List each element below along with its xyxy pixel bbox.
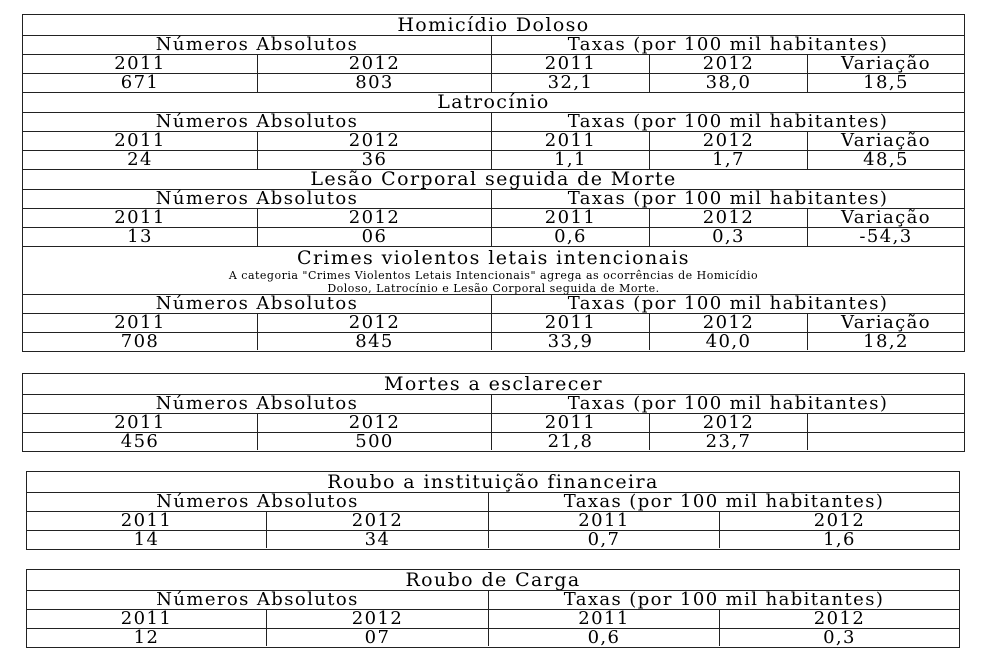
mortes-values-row bbox=[23, 432, 964, 450]
year-2011-header: 2011 bbox=[491, 55, 649, 73]
mortes-title: Mortes a esclarecer bbox=[384, 372, 603, 395]
cvli-year-header-row bbox=[23, 313, 964, 332]
roubo-fin-title: Roubo a instituição financeira bbox=[327, 470, 659, 493]
homicidio-title-row bbox=[23, 15, 964, 35]
homicidio-abs-2011: 671 bbox=[120, 72, 160, 93]
empty-cell bbox=[807, 433, 964, 450]
mortes-table bbox=[22, 373, 965, 452]
empty-cell bbox=[807, 414, 964, 432]
variacao-header: Variação bbox=[807, 132, 964, 150]
roubo-carga-title: Roubo de Carga bbox=[405, 568, 581, 591]
cvli-note-line2: Doloso, Latrocínio e Lesão Corporal seguida de Morte. bbox=[327, 282, 660, 295]
year-2012-header: 2012 bbox=[266, 610, 488, 628]
homicidio-title: Homicídio Doloso bbox=[397, 13, 590, 36]
taxas-header: Taxas (por 100 mil habitantes) bbox=[491, 36, 964, 54]
lesao-tx-2012: 0,3 bbox=[649, 228, 807, 246]
roubo-carga-year-header-row bbox=[27, 609, 959, 628]
roubo-fin-tx-2011: 0,7 bbox=[488, 531, 719, 548]
lesao-values-row bbox=[23, 227, 964, 246]
mortes-year-header-row bbox=[23, 413, 964, 432]
latrocinio-title-row bbox=[23, 92, 964, 112]
roubo-carga-abs-2011: 12 bbox=[133, 626, 160, 648]
latrocinio-values-row bbox=[23, 150, 964, 169]
cvli-group-header-row bbox=[23, 294, 964, 313]
taxas-header: Taxas (por 100 mil habitantes) bbox=[488, 591, 959, 609]
year-2011-header: 2011 bbox=[120, 510, 173, 531]
latrocinio-group-header-row bbox=[23, 112, 964, 131]
year-2012-header: 2012 bbox=[266, 512, 488, 530]
year-2011-header: 2011 bbox=[488, 512, 719, 530]
roubo-fin-year-header-row bbox=[27, 511, 959, 530]
roubo-fin-abs-2011: 14 bbox=[133, 528, 160, 550]
abs-header: Números Absolutos bbox=[155, 188, 359, 209]
abs-header: Números Absolutos bbox=[155, 111, 359, 132]
mortes-tx-2012: 23,7 bbox=[649, 433, 807, 450]
year-2011-header: 2011 bbox=[114, 207, 166, 228]
roubo-fin-title-row bbox=[27, 472, 959, 492]
taxas-header: Taxas (por 100 mil habitantes) bbox=[491, 295, 964, 313]
year-2012-header: 2012 bbox=[257, 314, 491, 332]
cvli-title: Crimes violentos letais intencionais bbox=[297, 246, 690, 269]
homicidio-tx-2012: 38,0 bbox=[649, 74, 807, 92]
abs-header: Números Absolutos bbox=[155, 34, 359, 55]
homicidio-abs-2012: 803 bbox=[257, 74, 491, 92]
mortes-abs-2011: 456 bbox=[120, 430, 160, 452]
latrocinio-variacao: 48,5 bbox=[807, 151, 964, 169]
year-2011-header: 2011 bbox=[491, 209, 649, 227]
lesao-group-header-row bbox=[23, 189, 964, 208]
roubo-fin-group-header-row bbox=[27, 492, 959, 511]
cvli-values-row bbox=[23, 332, 964, 350]
lesao-title: Lesão Corporal seguida de Morte bbox=[310, 168, 677, 190]
roubo-carga-tx-2011: 0,6 bbox=[488, 629, 719, 646]
year-2012-header: 2012 bbox=[257, 209, 491, 227]
cvli-title-row bbox=[23, 246, 964, 294]
lesao-abs-2011: 13 bbox=[127, 226, 153, 247]
latrocinio-title: Latrocínio bbox=[437, 91, 550, 113]
year-2011-header: 2011 bbox=[488, 610, 719, 628]
latrocinio-abs-2012: 36 bbox=[257, 151, 491, 169]
abs-header: Números Absolutos bbox=[155, 293, 359, 314]
lesao-title-row bbox=[23, 169, 964, 189]
roubo-carga-abs-2012: 07 bbox=[266, 629, 488, 646]
year-2012-header: 2012 bbox=[649, 55, 807, 73]
taxas-header: Taxas (por 100 mil habitantes) bbox=[491, 395, 964, 413]
roubo-carga-group-header-row bbox=[27, 590, 959, 609]
roubo-fin-tx-2012: 1,6 bbox=[719, 531, 959, 548]
mortes-tx-2011: 21,8 bbox=[491, 433, 649, 450]
mortes-group-header-row bbox=[23, 394, 964, 413]
lesao-year-header-row bbox=[23, 208, 964, 227]
year-2012-header: 2012 bbox=[719, 512, 959, 530]
taxas-header: Taxas (por 100 mil habitantes) bbox=[491, 190, 964, 208]
roubo-carga-title-row bbox=[27, 570, 959, 590]
mortes-title-row bbox=[23, 374, 964, 394]
cvli-abs-2011: 708 bbox=[120, 330, 160, 352]
latrocinio-abs-2011: 24 bbox=[127, 149, 153, 170]
homicidio-year-header-row bbox=[23, 54, 964, 73]
year-2012-header: 2012 bbox=[257, 414, 491, 432]
cvli-variacao: 18,2 bbox=[807, 333, 964, 350]
abs-header: Números Absolutos bbox=[156, 491, 359, 512]
cvli-tx-2011: 33,9 bbox=[491, 333, 649, 350]
latrocinio-tx-2012: 1,7 bbox=[649, 151, 807, 169]
lesao-variacao: -54,3 bbox=[807, 228, 964, 246]
crime-stats-table-main bbox=[22, 14, 965, 352]
variacao-header: Variação bbox=[807, 314, 964, 332]
year-2012-header: 2012 bbox=[649, 314, 807, 332]
lesao-tx-2011: 0,6 bbox=[491, 228, 649, 246]
homicidio-variacao: 18,5 bbox=[807, 74, 964, 92]
year-2011-header: 2011 bbox=[491, 414, 649, 432]
year-2011-header: 2011 bbox=[120, 608, 173, 629]
homicidio-tx-2011: 32,1 bbox=[491, 74, 649, 92]
lesao-abs-2012: 06 bbox=[257, 228, 491, 246]
year-2011-header: 2011 bbox=[491, 314, 649, 332]
mortes-abs-2012: 500 bbox=[257, 433, 491, 450]
roubo-carga-tx-2012: 0,3 bbox=[719, 629, 959, 646]
year-2011-header: 2011 bbox=[491, 132, 649, 150]
year-2012-header: 2012 bbox=[257, 132, 491, 150]
abs-header: Números Absolutos bbox=[156, 589, 359, 610]
year-2012-header: 2012 bbox=[649, 414, 807, 432]
year-2011-header: 2011 bbox=[114, 130, 166, 151]
roubo-fin-table bbox=[26, 471, 960, 550]
variacao-header: Variação bbox=[807, 209, 964, 227]
year-2012-header: 2012 bbox=[649, 132, 807, 150]
roubo-fin-abs-2012: 34 bbox=[266, 531, 488, 548]
year-2012-header: 2012 bbox=[719, 610, 959, 628]
year-2011-header: 2011 bbox=[114, 412, 166, 433]
abs-header: Números Absolutos bbox=[155, 393, 359, 414]
cvli-tx-2012: 40,0 bbox=[649, 333, 807, 350]
roubo-carga-values-row bbox=[27, 628, 959, 646]
year-2012-header: 2012 bbox=[257, 55, 491, 73]
variacao-header: Variação bbox=[807, 55, 964, 73]
year-2012-header: 2012 bbox=[649, 209, 807, 227]
roubo-carga-table bbox=[26, 569, 960, 648]
homicidio-values-row bbox=[23, 73, 964, 92]
taxas-header: Taxas (por 100 mil habitantes) bbox=[491, 113, 964, 131]
homicidio-group-header-row bbox=[23, 35, 964, 54]
taxas-header: Taxas (por 100 mil habitantes) bbox=[488, 493, 959, 511]
latrocinio-tx-2011: 1,1 bbox=[491, 151, 649, 169]
cvli-note-line1: A categoria "Crimes Violentos Letais Intencionais" agrega as ocorrências de Homicídio bbox=[228, 269, 759, 282]
year-2011-header: 2011 bbox=[114, 53, 166, 74]
latrocinio-year-header-row bbox=[23, 131, 964, 150]
year-2011-header: 2011 bbox=[114, 312, 166, 333]
cvli-abs-2012: 845 bbox=[257, 333, 491, 350]
roubo-fin-values-row bbox=[27, 530, 959, 548]
